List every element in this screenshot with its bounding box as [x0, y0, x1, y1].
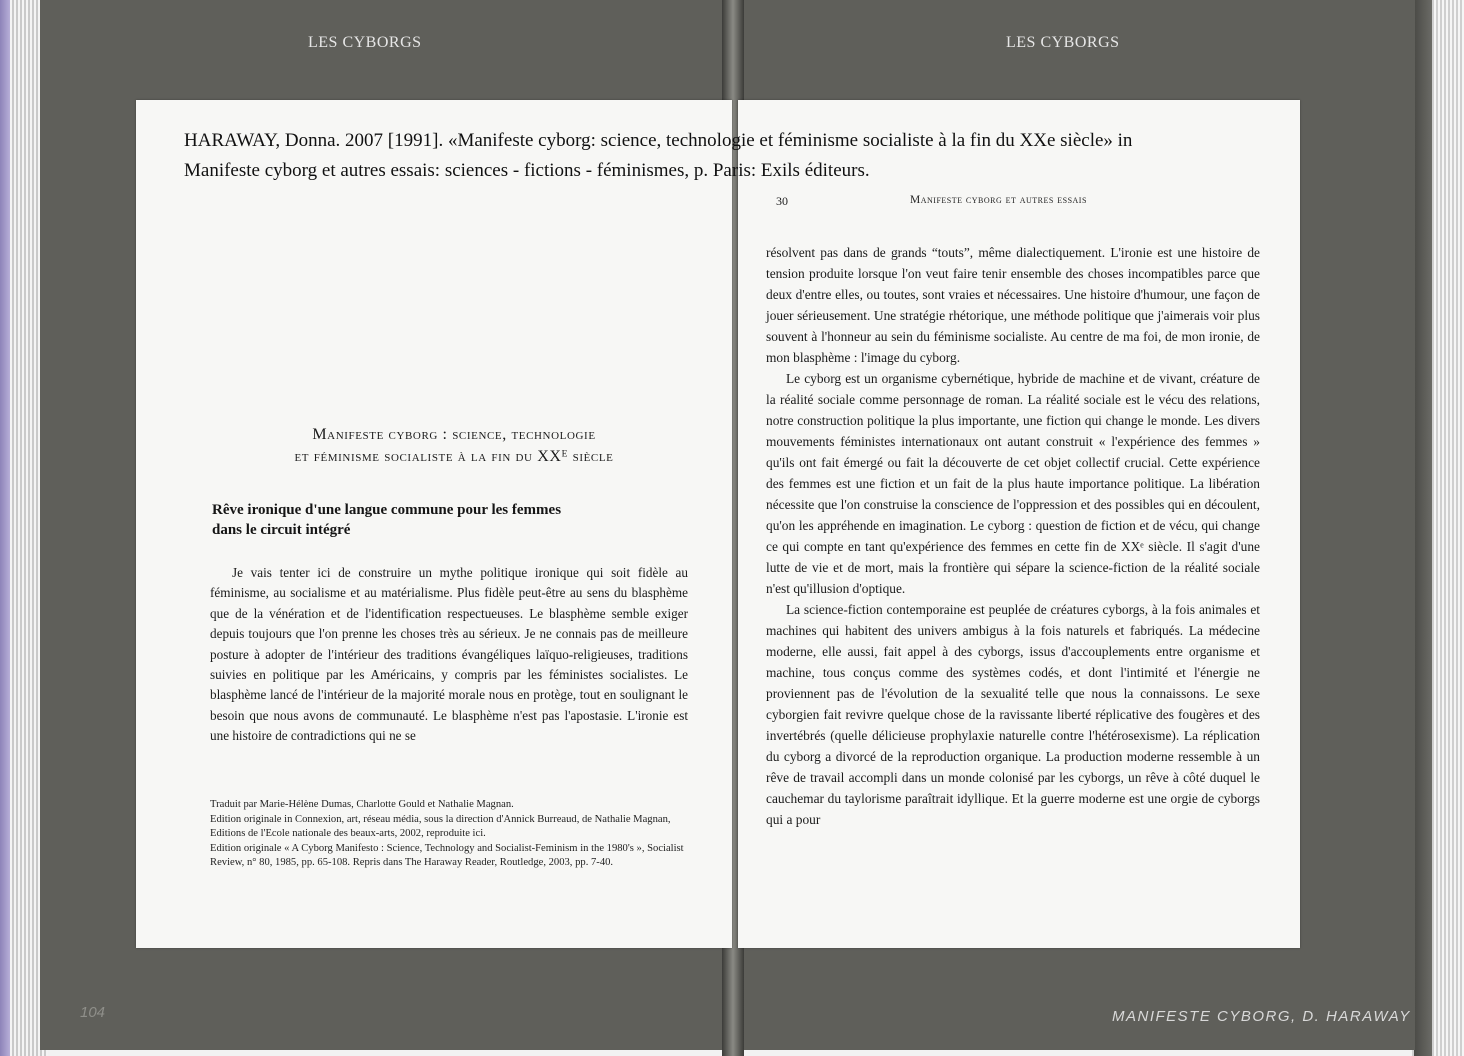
chapter-title-line-2: et féminisme socialiste à la fin du XXᴱ siècle [294, 448, 614, 465]
chapter-title [214, 424, 694, 468]
subtitle-line-1: Rêve ironique d'une langue commune pour les femmes [212, 502, 562, 518]
right-paragraph-3: La science-fiction contemporaine est peuplée de créatures cyborgs, à la fois animales et machines qui habitent des univers ambigus à la fois naturels et fabriqués. La médecine moderne, elle aussi, fait appel à des cyborgs, issus d'accouplements entre organisme et machine, tous conçus comme des systèmes codés, et dont l'intimité et l'énergie ne proviennent pas de l'évolution de la sexualité telle que nous la connaissons. Le sexe cyborgien fait revivre quelque chose de la ravissante liberté réplicative des fougères et des invertébrés (quelle délicieuse prophylaxie naturelle contre l'hétérosexisme). La réplication du cyborg a divorcé de la reproduction organique. La production moderne ressemble à un rêve de travail accompli dans un monde colonisé par les cyborgs, un rêve à côté duquel le cauchemar du taylorisme paraîtrait idyllique. Et la guerre moderne est une orgie de cyborgs qui a pour [766, 602, 1260, 827]
left-body-text [210, 563, 688, 747]
folio-left: 104 [80, 1004, 106, 1021]
section-subtitle [212, 500, 632, 540]
right-paragraph-2: Le cyborg est un organisme cybernétique, hybride de machine et de vivant, créature de la réalité sociale comme personnage de roman. La réalité sociale est le vécu des relations, notre construction politique la plus importante, une fiction qui change le monde. Les divers mouvements féministes internationaux ont autant construit « l'expérience des femmes » qu'ils ont fait émergé ou fait la découverte de cet objet collectif crucial. Cette expérience des femmes est une fiction et un fait de la plus haute importance politique. La libération nécessite que l'on construise la conscience de l'oppression et des possibles qui en découlent, qu'on les appréhende en imagination. Le cyborg : question de fiction et de vécu, qui change ce qui compte en tant qu'expérience des femmes en cette fin de XXᵉ siècle. Il s'agit d'une lutte de vie et de mort, mais la frontière qui sépare la science-fiction de la réalité sociale n'est qu'illusion d'optique. [766, 371, 1260, 596]
running-head-right: LES CYBORGS [1006, 34, 1120, 51]
right-body-text [766, 242, 1260, 830]
cover-edge-left [0, 0, 10, 1056]
footnotes [210, 798, 688, 871]
footnote-line-3: Edition originale « A Cyborg Manifesto : Science, Technology and Socialist-Feminism in the 1980's », Socialist Review, n° 80, 1985, pp. 65-108. Repris dans The Haraway Reader, Routledge, 2003, pp. 7-40. [210, 842, 684, 869]
citation-line-2: Manifeste cyborg et autres essais: sciences - fictions - féminismes, p. Paris: Exils éditeurs. [184, 160, 870, 181]
chapter-title-line-1: Manifeste cyborg : science, technologie [312, 426, 596, 443]
signature-right: MANIFESTE CYBORG, D. HARAWAY [1112, 1008, 1411, 1025]
right-paragraph-1: résolvent pas dans de grands “touts”, même dialectiquement. L'ironie est une histoire de tension produite lorsque l'on veut faire tenir ensemble des choses incompatibles parce que deux d'entre elles, ou toutes, sont vraies et nécessaires. Une histoire d'humour, une façon de jouer sérieusement. Une stratégie rhétorique, une méthode politique que j'aimerais voir plus souvent à l'honneur au sein du féminisme socialiste. Au centre de ma foi, de mon ironie, de mon blasphème : l'image du cyborg. [766, 245, 1260, 365]
footnote-line-1: Traduit par Marie-Hélène Dumas, Charlotte Gould et Nathalie Magnan. [210, 799, 514, 810]
citation-reference [184, 126, 1184, 186]
footnote-line-2: Edition originale in Connexion, art, réseau média, sous la direction d'Annick Burreaud, de Nathalie Magnan, Editions de l'Ecole nationale des beaux-arts, 2002, reproduite ici. [210, 813, 671, 840]
citation-line-1: HARAWAY, Donna. 2007 [1991]. «Manifeste cyborg: science, technologie et féminisme socialiste à la fin du XXe siècle» in [184, 130, 1133, 151]
right-page-number: 30 [776, 194, 788, 208]
subtitle-line-2: dans le circuit intégré [212, 522, 351, 538]
running-head-left: LES CYBORGS [308, 34, 422, 51]
right-page-running-head: Manifeste cyborg et autres essais [910, 194, 1087, 206]
left-paragraph: Je vais tenter ici de construire un mythe politique ironique qui soit fidèle au féminisme, au socialisme et au matérialisme. Plus fidèle peut-être au sens du blasphème que de la vénération et de l'identification respectueuses. Le blasphème semble exiger depuis toujours que l'on prenne les choses très au sérieux. Je ne connais pas de meilleure posture à adopter de l'intérieur des traditions évangéliques laïquo-religieuses, traditions suivies en politique par les Américains, y compris par les féministes socialistes. Le blasphème lancé de l'intérieur de la majorité morale nous en protège, tout en soulignant le besoin que nous avons de communauté. Le blasphème n'est pas l'apostasie. L'ironie est une histoire de contradictions qui ne se [210, 565, 688, 744]
cover-edge-right [1414, 0, 1432, 1056]
